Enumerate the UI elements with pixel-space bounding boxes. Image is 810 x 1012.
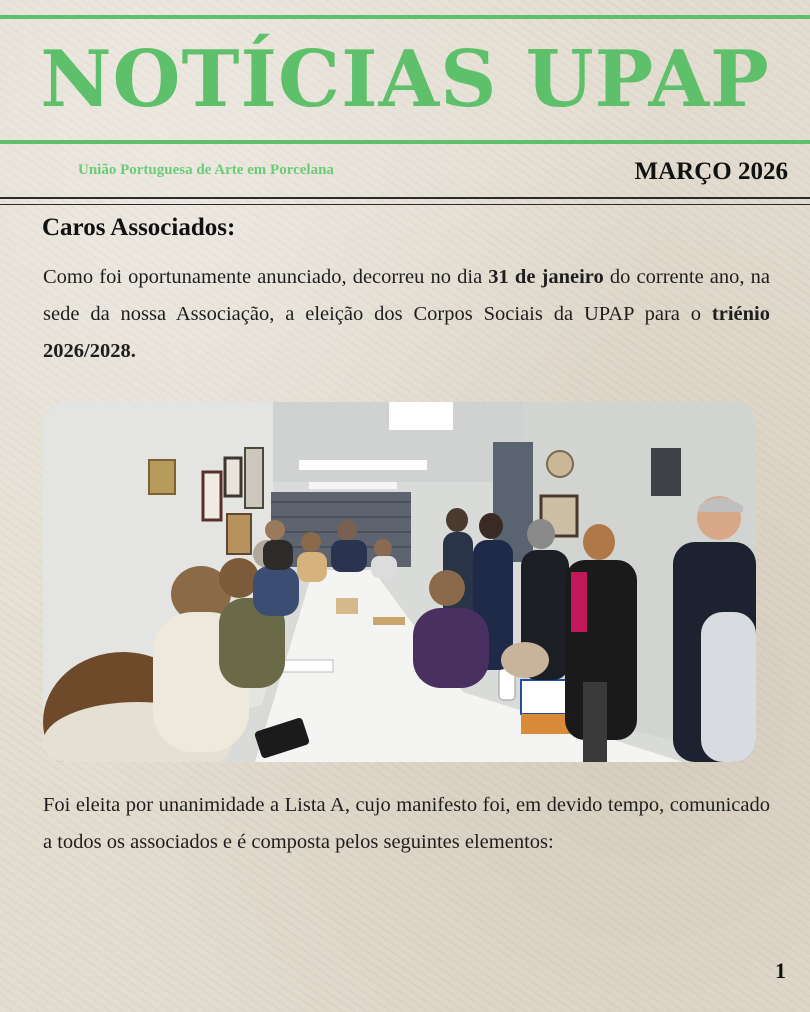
issue-date: MARÇO 2026 — [634, 158, 788, 185]
greeting-heading: Caros Associados: — [42, 214, 236, 241]
masthead-title: NOTÍCIAS UPAP — [40, 34, 770, 125]
intro-term-bold: triénio 2026/2028. — [43, 303, 770, 362]
meeting-photo — [43, 402, 756, 762]
intro-date-bold: 31 de janeiro — [488, 266, 604, 288]
header-divider-thin — [0, 204, 810, 205]
page-number: 1 — [775, 958, 786, 983]
intro-text-1: Como foi oportunamente anunciado, decorreu no dia — [43, 266, 489, 288]
header-divider — [0, 197, 810, 199]
organization-subtitle: União Portuguesa de Arte em Porcelana — [78, 162, 334, 178]
masthead-green-rule — [0, 140, 810, 144]
intro-text-2: do corrente ano, na sede da nossa Associação, a eleição dos Corpos Sociais da UPAP para o — [43, 266, 770, 325]
intro-paragraph — [43, 259, 770, 370]
top-green-rule — [0, 15, 810, 19]
election-paragraph: Foi eleita por unanimidade a Lista A, cujo manifesto foi, em devido tempo, comunicado a todos os associados e é composta pelos seguintes elementos: — [43, 794, 770, 853]
